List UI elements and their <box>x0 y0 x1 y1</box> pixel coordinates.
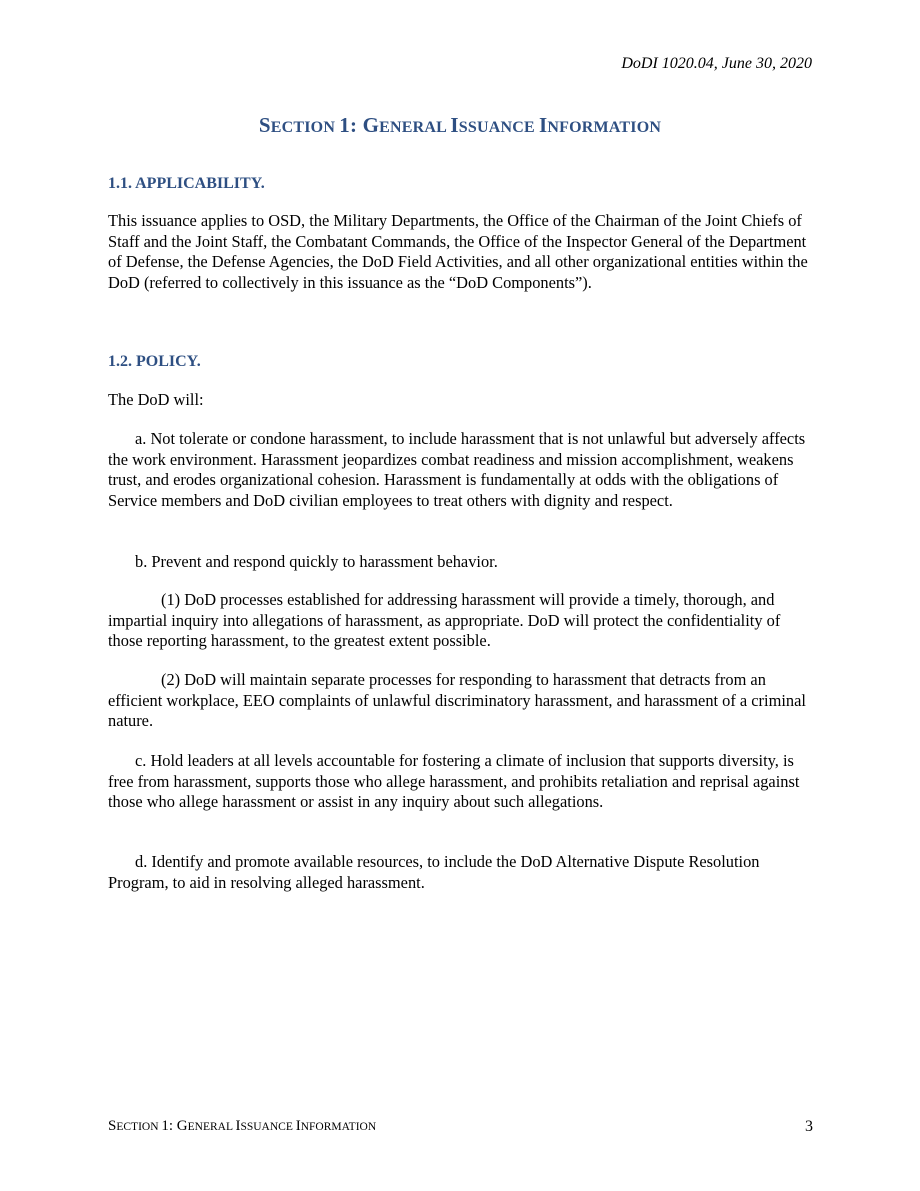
policy-item-b1 <box>108 590 813 652</box>
section-title: SECTION 1: GENERAL ISSUANCE INFORMATION <box>258 113 662 137</box>
policy-item-b2 <box>108 670 813 732</box>
footer-section-title: SECTION 1: GENERAL ISSUANCE INFORMATION <box>108 1118 377 1134</box>
page-number: 3 <box>805 1118 813 1135</box>
policy-item-c-text: c. Hold leaders at all levels accountable for fostering a climate of inclusion that supports diversity, is free from harassment, supports those who allege harassment, and prohibits retaliation and reprisal against those who allege harassment or assist in any inquiry about such allegations. <box>108 751 800 812</box>
policy-item-d-text: d. Identify and promote available resources, to include the DoD Alternative Dispute Resolution Program, to aid in resolving alleged harassment. <box>108 852 760 892</box>
applicability-heading: 1.1. APPLICABILITY. <box>108 175 265 192</box>
policy-item-b1-text: (1) DoD processes established for addressing harassment will provide a timely, thorough, and impartial inquiry into allegations of harassment, as appropriate. DoD will protect the confidentiality of those reporting harassment, to the greatest extent possible. <box>108 590 781 651</box>
policy-intro <box>108 390 813 411</box>
applicability-text: This issuance applies to OSD, the Military Departments, the Office of the Chairman of the Joint Chiefs of Staff and the Joint Staff, the Combatant Commands, the Office of the Inspector General of the Department of Defense, the Defense Agencies, the DoD Field Activities, and all other organizational entities within the DoD (referred to collectively in this issuance as the “DoD Components”). <box>108 211 808 293</box>
policy-item-d <box>108 852 813 893</box>
policy-item-a-text: a. Not tolerate or condone harassment, to include harassment that is not unlawful but adversely affects the work environment. Harassment jeopardizes combat readiness and mission accomplishment, weakens trust, and erodes organizational cohesion. Harassment is fundamentally at odds with the obligations of Service members and DoD civilian employees to treat others with dignity and respect. <box>108 429 806 511</box>
policy-item-b-text: b. Prevent and respond quickly to harassment behavior. <box>135 552 498 571</box>
policy-item-c <box>108 751 813 813</box>
policy-heading: 1.2. POLICY. <box>108 353 201 370</box>
applicability-paragraph <box>108 211 813 294</box>
policy-item-a <box>108 429 813 512</box>
policy-item-b <box>108 552 813 573</box>
policy-item-b2-text: (2) DoD will maintain separate processes for responding to harassment that detracts from an efficient workplace, EEO complaints of unlawful discriminatory harassment, and harassment of a criminal nature. <box>108 670 806 731</box>
running-header: DoDI 1020.04, June 30, 2020 <box>621 55 812 72</box>
policy-intro-text: The DoD will: <box>108 390 204 409</box>
